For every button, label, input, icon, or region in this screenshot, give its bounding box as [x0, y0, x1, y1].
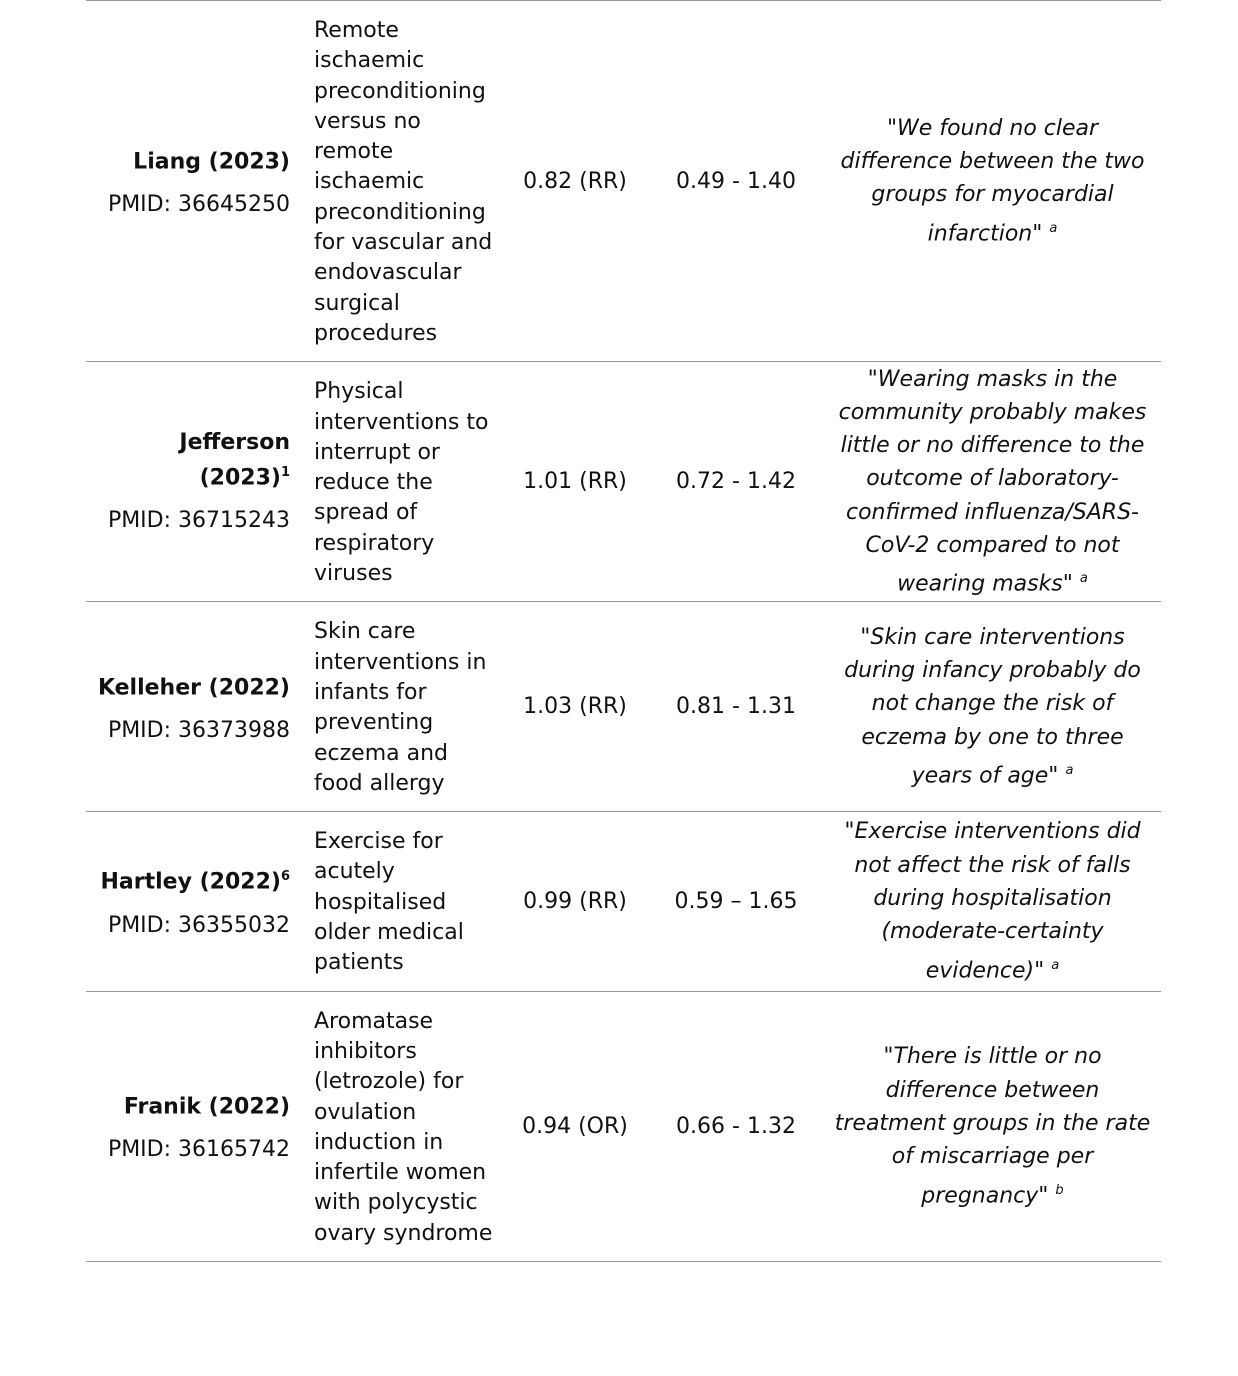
- table-row: [86, 812, 1161, 991]
- review-title: Aromatase inhibitors (letrozole) for ovulation induction in infertile women with polycystic ovary syndrome: [314, 1008, 493, 1246]
- study-author: Kelleher (2022): [97, 674, 290, 700]
- table-row: [86, 602, 1161, 812]
- confidence-interval: 0.81 - 1.31: [676, 694, 796, 720]
- study-pmid: PMID: 36715243: [107, 507, 290, 533]
- confidence-interval: 0.59 – 1.65: [674, 888, 798, 914]
- table-row: [86, 1, 1161, 362]
- table-row: [86, 991, 1161, 1261]
- effect-estimate: 1.03 (RR): [523, 694, 627, 720]
- author-conclusion: "We found no clear difference between the two groups for myocardial infarction" $^a$: [840, 115, 1145, 247]
- author-conclusion: "Wearing masks in the community probably makes little or no difference to the outcome of laboratory-confirmed influenza/SARS-CoV-2 compared to not wearing masks" $^a$: [838, 366, 1147, 597]
- study-author: Hartley $(2022)^6$: [100, 869, 290, 895]
- table-row: [86, 362, 1161, 602]
- confidence-interval: 0.66 - 1.32: [676, 1113, 796, 1139]
- study-cell: [86, 362, 300, 602]
- study-pmid: PMID: 36355032: [107, 912, 290, 938]
- study-cell: [86, 1, 300, 362]
- study-author: Franik (2022): [123, 1094, 290, 1120]
- review-title: Remote ischaemic preconditioning versus no remote ischaemic preconditioning for vascular and endovascular surgical procedures: [314, 18, 493, 346]
- effect-estimate: 1.01 (RR): [523, 469, 627, 495]
- study-cell: [86, 602, 300, 812]
- review-title: Skin care interventions in infants for preventing eczema and food allergy: [314, 619, 487, 796]
- study-pmid: PMID: 36645250: [107, 192, 290, 218]
- author-conclusion: "There is little or no difference between treatment groups in the rate of miscarriage per pregnancy" $^b$: [834, 1044, 1151, 1208]
- review-title: Physical interventions to interrupt or reduce the spread of respiratory viruses: [314, 379, 489, 587]
- author-conclusion: "Skin care interventions during infancy probably do not change the risk of eczema by one to three years of age" $^a$: [844, 624, 1141, 789]
- author-conclusion: "Exercise interventions did not affect the risk of falls during hospitalisation (moderate-certainty evidence)" $^a$: [844, 819, 1141, 983]
- effect-estimate: 0.94 (OR): [522, 1113, 628, 1139]
- study-pmid: PMID: 36165742: [107, 1137, 290, 1163]
- confidence-interval: 0.49 - 1.40: [676, 168, 796, 194]
- study-author: Liang (2023): [133, 149, 290, 175]
- study-cell: [86, 812, 300, 991]
- study-author: Jefferson $(2023)^1$: [179, 429, 290, 490]
- review-title: Exercise for acutely hospitalised older medical patients: [314, 829, 464, 976]
- study-pmid: PMID: 36373988: [107, 717, 290, 743]
- results-table: [86, 0, 1161, 1262]
- study-cell: [86, 991, 300, 1261]
- effect-estimate: 0.99 (RR): [523, 888, 627, 914]
- effect-estimate: 0.82 (RR): [523, 168, 627, 194]
- confidence-interval: 0.72 - 1.42: [676, 469, 796, 495]
